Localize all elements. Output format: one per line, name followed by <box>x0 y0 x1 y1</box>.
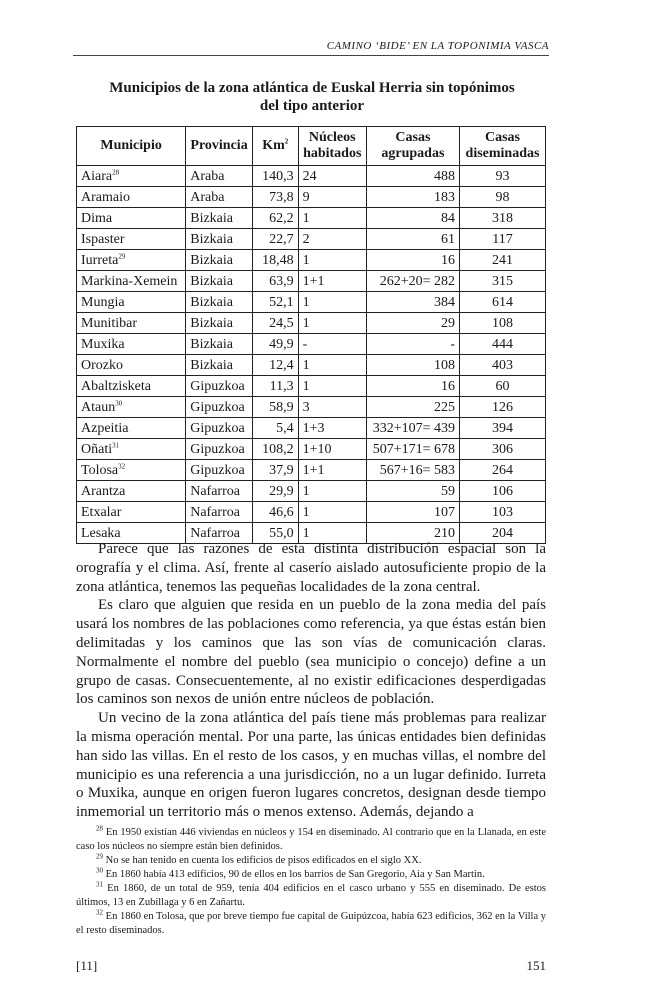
cell-provincia-text: Gipuzkoa <box>190 441 245 457</box>
cell-municipio <box>77 376 186 397</box>
cell-diseminadas <box>459 187 545 208</box>
cell-nucleos <box>298 229 366 250</box>
cell-provincia <box>186 313 253 334</box>
cell-provincia-text: Araba <box>190 168 225 184</box>
cell-municipio-text: Aiara <box>81 168 113 184</box>
cell-km <box>252 313 298 334</box>
cell-municipio <box>77 271 186 292</box>
cell-km-text: 5,4 <box>276 420 294 436</box>
cell-municipio-text: Ataun <box>81 399 116 415</box>
cell-municipio-text: Azpeitia <box>81 420 129 436</box>
cell-nucleos-text: 2 <box>302 231 310 247</box>
cell-km-text: 46,6 <box>269 504 294 520</box>
footnote <box>76 868 546 882</box>
cell-agrupadas-text: 183 <box>433 189 455 205</box>
cell-diseminadas <box>459 208 545 229</box>
cell-municipio-text: Munitibar <box>81 315 137 331</box>
cell-municipio-text: Markina-Xemein <box>81 273 178 289</box>
cell-provincia <box>186 355 253 376</box>
cell-diseminadas <box>459 376 545 397</box>
table-title-line-1: Municipios de la zona atlántica de Euskal Herria sin topónimos <box>109 80 515 96</box>
cell-km-text: 140,3 <box>262 168 294 184</box>
footnote <box>76 910 546 938</box>
cell-provincia <box>186 250 253 271</box>
cell-nucleos-text: 24 <box>302 168 317 184</box>
header-km-label: Km <box>262 138 285 153</box>
cell-municipio-text: Dima <box>81 210 113 226</box>
cell-municipio-text: Etxalar <box>81 504 122 520</box>
cell-km-text: 24,5 <box>269 315 294 331</box>
cell-nucleos-text: 1+10 <box>302 441 332 457</box>
cell-diseminadas-text: 614 <box>491 294 513 310</box>
cell-provincia <box>186 166 253 187</box>
cell-municipio-text: Lesaka <box>81 525 121 541</box>
cell-agrupadas <box>366 502 459 523</box>
cell-provincia <box>186 418 253 439</box>
cell-provincia <box>186 229 253 250</box>
cell-provincia <box>186 334 253 355</box>
cell-nucleos <box>298 208 366 229</box>
cell-agrupadas-text: 210 <box>433 525 455 541</box>
cell-agrupadas <box>366 313 459 334</box>
cell-nucleos <box>298 355 366 376</box>
cell-agrupadas-text: 384 <box>433 294 455 310</box>
cell-km <box>252 166 298 187</box>
table-body <box>77 166 546 544</box>
cell-agrupadas-text: 507+171= 678 <box>372 441 455 457</box>
cell-nucleos-text: 1 <box>302 315 310 331</box>
table-row <box>77 292 546 313</box>
cell-municipio-text: Ispaster <box>81 231 125 247</box>
cell-municipio-text: Oñati <box>81 441 113 457</box>
cell-agrupadas-text: 84 <box>440 210 455 226</box>
cell-municipio <box>77 397 186 418</box>
cell-agrupadas-text: 16 <box>440 252 455 268</box>
cell-nucleos-text: 1+1 <box>302 273 325 289</box>
cell-provincia <box>186 502 253 523</box>
table-row <box>77 166 546 187</box>
cell-municipio <box>77 166 186 187</box>
footnotes <box>76 826 546 938</box>
cell-agrupadas-text: 107 <box>433 504 455 520</box>
cell-municipio-text: Abaltzisketa <box>81 378 151 394</box>
cell-municipio <box>77 229 186 250</box>
header-agrupadas <box>366 127 459 166</box>
footnote-number: 29 <box>96 852 103 861</box>
cell-diseminadas-text: 264 <box>491 462 513 478</box>
footnote-ref: 28 <box>112 167 120 176</box>
footnote <box>76 826 546 854</box>
cell-municipio-text: Aramaio <box>81 189 130 205</box>
header-diseminadas-line-1: Casas <box>484 130 520 145</box>
cell-diseminadas-text: 403 <box>491 357 513 373</box>
cell-diseminadas-text: 394 <box>491 420 513 436</box>
cell-nucleos-text: 1 <box>302 504 310 520</box>
cell-nucleos <box>298 418 366 439</box>
cell-diseminadas <box>459 229 545 250</box>
cell-municipio <box>77 250 186 271</box>
cell-agrupadas-text: 108 <box>433 357 455 373</box>
cell-provincia-text: Bizkaia <box>190 357 233 373</box>
cell-nucleos <box>298 460 366 481</box>
cell-diseminadas-text: 444 <box>491 336 513 352</box>
cell-municipio <box>77 502 186 523</box>
cell-diseminadas <box>459 334 545 355</box>
cell-diseminadas-text: 60 <box>495 378 510 394</box>
cell-diseminadas <box>459 313 545 334</box>
body-paragraph: Parece que las razones de esta distinta distribución espacial son la orografía y el clima. Así, frente al caserío aislado autosuficiente propio de la zona atlántica, tenemos las pequeñas localidades de la zona central. <box>76 541 546 595</box>
cell-nucleos <box>298 376 366 397</box>
cell-municipio-text: Iurreta <box>81 252 119 268</box>
cell-nucleos-text: 1 <box>302 357 310 373</box>
cell-municipio <box>77 292 186 313</box>
cell-diseminadas-text: 106 <box>491 483 513 499</box>
cell-km-text: 55,0 <box>269 525 294 541</box>
cell-km <box>252 292 298 313</box>
table-row <box>77 250 546 271</box>
cell-diseminadas-text: 117 <box>492 231 513 247</box>
cell-km-text: 11,3 <box>269 378 294 394</box>
cell-km-text: 73,8 <box>269 189 294 205</box>
table-row <box>77 229 546 250</box>
table-row <box>77 334 546 355</box>
header-agrupadas-line-1: Casas <box>395 130 431 145</box>
running-header: CAMINO ‘BIDE’ EN LA TOPONIMIA VASCA <box>73 40 549 56</box>
cell-km-text: 29,9 <box>269 483 294 499</box>
table-row <box>77 418 546 439</box>
cell-km-text: 37,9 <box>269 462 294 478</box>
table-row <box>77 502 546 523</box>
table-row <box>77 187 546 208</box>
table-row <box>77 481 546 502</box>
cell-diseminadas-text: 306 <box>491 441 513 457</box>
cell-municipio <box>77 187 186 208</box>
cell-nucleos-text: 9 <box>302 189 310 205</box>
cell-agrupadas <box>366 481 459 502</box>
cell-km <box>252 250 298 271</box>
table-row <box>77 271 546 292</box>
cell-km <box>252 439 298 460</box>
cell-diseminadas-text: 126 <box>491 399 513 415</box>
cell-provincia-text: Gipuzkoa <box>190 378 245 394</box>
footnote-ref: 31 <box>112 440 120 449</box>
cell-nucleos <box>298 187 366 208</box>
cell-nucleos-text: 1 <box>302 483 310 499</box>
table-row <box>77 376 546 397</box>
footnote-text: En 1860 en Tolosa, que por breve tiempo fue capital de Guipúzcoa, había 623 edificios, 362 en la Villa y el resto diseminados. <box>76 911 547 936</box>
cell-nucleos-text: 1 <box>302 294 310 310</box>
cell-provincia-text: Bizkaia <box>190 294 233 310</box>
cell-agrupadas-text: 225 <box>433 399 455 415</box>
header-diseminadas-line-2: diseminadas <box>465 146 540 161</box>
cell-agrupadas <box>366 187 459 208</box>
cell-municipio <box>77 355 186 376</box>
cell-agrupadas-text: 61 <box>440 231 455 247</box>
cell-provincia-text: Nafarroa <box>190 504 240 520</box>
cell-nucleos <box>298 313 366 334</box>
cell-diseminadas-text: 241 <box>491 252 513 268</box>
cell-diseminadas <box>459 418 545 439</box>
table-title <box>80 79 544 115</box>
footnote-number: 32 <box>96 908 103 917</box>
cell-km-text: 52,1 <box>269 294 294 310</box>
cell-nucleos <box>298 439 366 460</box>
cell-km-text: 62,2 <box>269 210 294 226</box>
cell-km <box>252 187 298 208</box>
cell-nucleos <box>298 334 366 355</box>
cell-provincia <box>186 187 253 208</box>
cell-diseminadas <box>459 460 545 481</box>
cell-provincia <box>186 376 253 397</box>
cell-agrupadas-text: 567+16= 583 <box>379 462 455 478</box>
cell-agrupadas <box>366 355 459 376</box>
cell-diseminadas <box>459 355 545 376</box>
cell-diseminadas <box>459 292 545 313</box>
header-nucleos-line-1: Núcleos <box>308 130 356 145</box>
cell-agrupadas <box>366 292 459 313</box>
cell-diseminadas-text: 204 <box>491 525 513 541</box>
cell-km-text: 22,7 <box>269 231 294 247</box>
cell-provincia-text: Bizkaia <box>190 273 233 289</box>
table-row <box>77 397 546 418</box>
cell-nucleos <box>298 271 366 292</box>
header-provincia: Provincia <box>186 127 253 166</box>
cell-municipio <box>77 481 186 502</box>
municipios-table <box>76 126 546 544</box>
table-row <box>77 460 546 481</box>
cell-nucleos <box>298 166 366 187</box>
table-title-line-2: del tipo anterior <box>259 98 365 114</box>
cell-km-text: 58,9 <box>269 399 294 415</box>
cell-nucleos-text: 1 <box>302 378 310 394</box>
cell-agrupadas-text: 262+20= 282 <box>379 273 455 289</box>
cell-diseminadas <box>459 397 545 418</box>
body-paragraph: Un vecino de la zona atlántica del país tiene más problemas para realizar la misma operación mental. Por una parte, las únicas entidades bien definidas han sido las villas. En el resto de los casos, y en muchas villas, el nombre del municipio es una referencia a una jurisdicción, no a un lugar definido. Iurreta o Muxika, aunque en origen fueron lugares concretos, designan desde tiempo inmemorial un territorio más o menos extenso. Además, dejando a <box>76 710 546 821</box>
cell-provincia <box>186 292 253 313</box>
cell-nucleos <box>298 292 366 313</box>
cell-provincia-text: Bizkaia <box>190 252 233 268</box>
cell-provincia-text: Bizkaia <box>190 231 233 247</box>
cell-nucleos <box>298 250 366 271</box>
cell-nucleos-text: - <box>302 336 308 352</box>
footnote-ref: 30 <box>115 398 123 407</box>
cell-diseminadas-text: 318 <box>491 210 513 226</box>
header-municipio: Municipio <box>77 127 186 166</box>
cell-municipio <box>77 334 186 355</box>
cell-agrupadas <box>366 439 459 460</box>
cell-nucleos-text: 1+3 <box>302 420 325 436</box>
cell-agrupadas <box>366 334 459 355</box>
cell-diseminadas-text: 103 <box>491 504 513 520</box>
cell-agrupadas <box>366 418 459 439</box>
cell-diseminadas-text: 98 <box>495 189 510 205</box>
cell-provincia <box>186 439 253 460</box>
cell-km <box>252 208 298 229</box>
cell-agrupadas <box>366 229 459 250</box>
cell-municipio <box>77 418 186 439</box>
cell-agrupadas <box>366 208 459 229</box>
cell-provincia <box>186 481 253 502</box>
cell-nucleos <box>298 481 366 502</box>
cell-municipio <box>77 313 186 334</box>
table-row <box>77 355 546 376</box>
cell-municipio <box>77 439 186 460</box>
header-nucleos-line-2: habitados <box>303 146 362 161</box>
cell-provincia-text: Araba <box>190 189 225 205</box>
table-row <box>77 208 546 229</box>
cell-nucleos-text: 1+1 <box>302 462 325 478</box>
cell-agrupadas <box>366 250 459 271</box>
cell-agrupadas-text: 59 <box>440 483 455 499</box>
cell-diseminadas <box>459 271 545 292</box>
cell-agrupadas <box>366 271 459 292</box>
footnote-number: 28 <box>96 824 103 833</box>
cell-km <box>252 418 298 439</box>
cell-municipio <box>77 460 186 481</box>
footer-section-number: [11] <box>76 958 98 973</box>
cell-nucleos-text: 1 <box>302 525 310 541</box>
cell-agrupadas <box>366 166 459 187</box>
body-text <box>76 540 546 822</box>
cell-km <box>252 397 298 418</box>
cell-agrupadas-text: 332+107= 439 <box>372 420 455 436</box>
cell-provincia-text: Nafarroa <box>190 483 240 499</box>
footnote-number: 31 <box>96 880 103 889</box>
header-agrupadas-line-2: agrupadas <box>381 146 445 161</box>
footnote-ref: 32 <box>118 461 126 470</box>
cell-municipio <box>77 208 186 229</box>
footnote-number: 30 <box>96 866 103 875</box>
cell-provincia-text: Gipuzkoa <box>190 462 245 478</box>
table-row <box>77 313 546 334</box>
footnote <box>76 882 546 910</box>
cell-agrupadas <box>366 460 459 481</box>
cell-km <box>252 271 298 292</box>
cell-km-text: 63,9 <box>269 273 294 289</box>
footnote-text: En 1860 había 413 edificios, 90 de ellos en los barrios de San Gregorio, Aia y San Martin. <box>105 869 485 880</box>
footnote-text: En 1950 existían 446 viviendas en núcleos y 154 en diseminado. Al contrario que en la Llanada, en este caso los núcleos no siempre están bien definidos. <box>76 827 546 852</box>
cell-municipio-text: Tolosa <box>81 462 119 478</box>
cell-provincia-text: Nafarroa <box>190 525 240 541</box>
cell-km <box>252 460 298 481</box>
cell-diseminadas <box>459 166 545 187</box>
cell-agrupadas-text: 16 <box>440 378 455 394</box>
table-row <box>77 439 546 460</box>
header-diseminadas <box>459 127 545 166</box>
body-paragraph: Es claro que alguien que resida en un pueblo de la zona media del país usará los nombres de las poblaciones como referencia, ya que éstas están bien delimitadas y los caminos que las son vías de comunicación claras. Normalmente el nombre del pueblo (sea municipio o concejo) define a un grupo de casas. Consecuentemente, al no existir edificaciones desperdigadas los caminos son nexos de unión entre núcleos de población. <box>76 597 546 708</box>
cell-provincia-text: Bizkaia <box>190 336 233 352</box>
cell-km <box>252 334 298 355</box>
table-header-row <box>77 127 546 166</box>
cell-municipio-text: Muxika <box>81 336 125 352</box>
cell-diseminadas <box>459 502 545 523</box>
cell-nucleos-text: 3 <box>302 399 310 415</box>
cell-km <box>252 502 298 523</box>
cell-km <box>252 481 298 502</box>
cell-municipio-text: Mungia <box>81 294 125 310</box>
cell-provincia-text: Bizkaia <box>190 210 233 226</box>
cell-provincia-text: Bizkaia <box>190 315 233 331</box>
cell-agrupadas <box>366 397 459 418</box>
cell-agrupadas <box>366 376 459 397</box>
header-nucleos <box>298 127 366 166</box>
cell-provincia-text: Gipuzkoa <box>190 420 245 436</box>
cell-diseminadas-text: 93 <box>495 168 510 184</box>
cell-provincia <box>186 208 253 229</box>
cell-km-text: 49,9 <box>269 336 294 352</box>
cell-provincia <box>186 460 253 481</box>
cell-municipio-text: Orozko <box>81 357 123 373</box>
cell-nucleos-text: 1 <box>302 252 310 268</box>
page-number: 151 <box>526 958 546 973</box>
cell-km-text: 18,48 <box>262 252 294 268</box>
cell-provincia-text: Gipuzkoa <box>190 399 245 415</box>
cell-nucleos <box>298 502 366 523</box>
cell-diseminadas-text: 108 <box>491 315 513 331</box>
header-km <box>252 127 298 166</box>
header-km-sup: 2 <box>284 137 289 146</box>
footnote-text: No se han tenido en cuenta los edificios de pisos edificados en el siglo XX. <box>105 855 422 866</box>
cell-agrupadas-text: 488 <box>433 168 455 184</box>
cell-nucleos-text: 1 <box>302 210 310 226</box>
cell-provincia <box>186 397 253 418</box>
cell-provincia <box>186 271 253 292</box>
cell-km-text: 108,2 <box>262 441 294 457</box>
footnote-ref: 29 <box>118 251 126 260</box>
footnote-text: En 1860, de un total de 959, tenía 404 edificios en el casco urbano y 555 en diseminado. De estos últimos, 13 en Zubillaga y 6 en Zañartu. <box>76 883 547 908</box>
cell-diseminadas <box>459 250 545 271</box>
cell-km-text: 12,4 <box>269 357 294 373</box>
cell-municipio-text: Arantza <box>81 483 126 499</box>
cell-km <box>252 376 298 397</box>
cell-km <box>252 355 298 376</box>
cell-diseminadas <box>459 481 545 502</box>
cell-agrupadas-text: 29 <box>440 315 455 331</box>
cell-nucleos <box>298 397 366 418</box>
cell-diseminadas-text: 315 <box>491 273 513 289</box>
footnote <box>76 854 546 868</box>
cell-diseminadas <box>459 439 545 460</box>
cell-km <box>252 229 298 250</box>
cell-agrupadas-text: - <box>450 336 455 352</box>
